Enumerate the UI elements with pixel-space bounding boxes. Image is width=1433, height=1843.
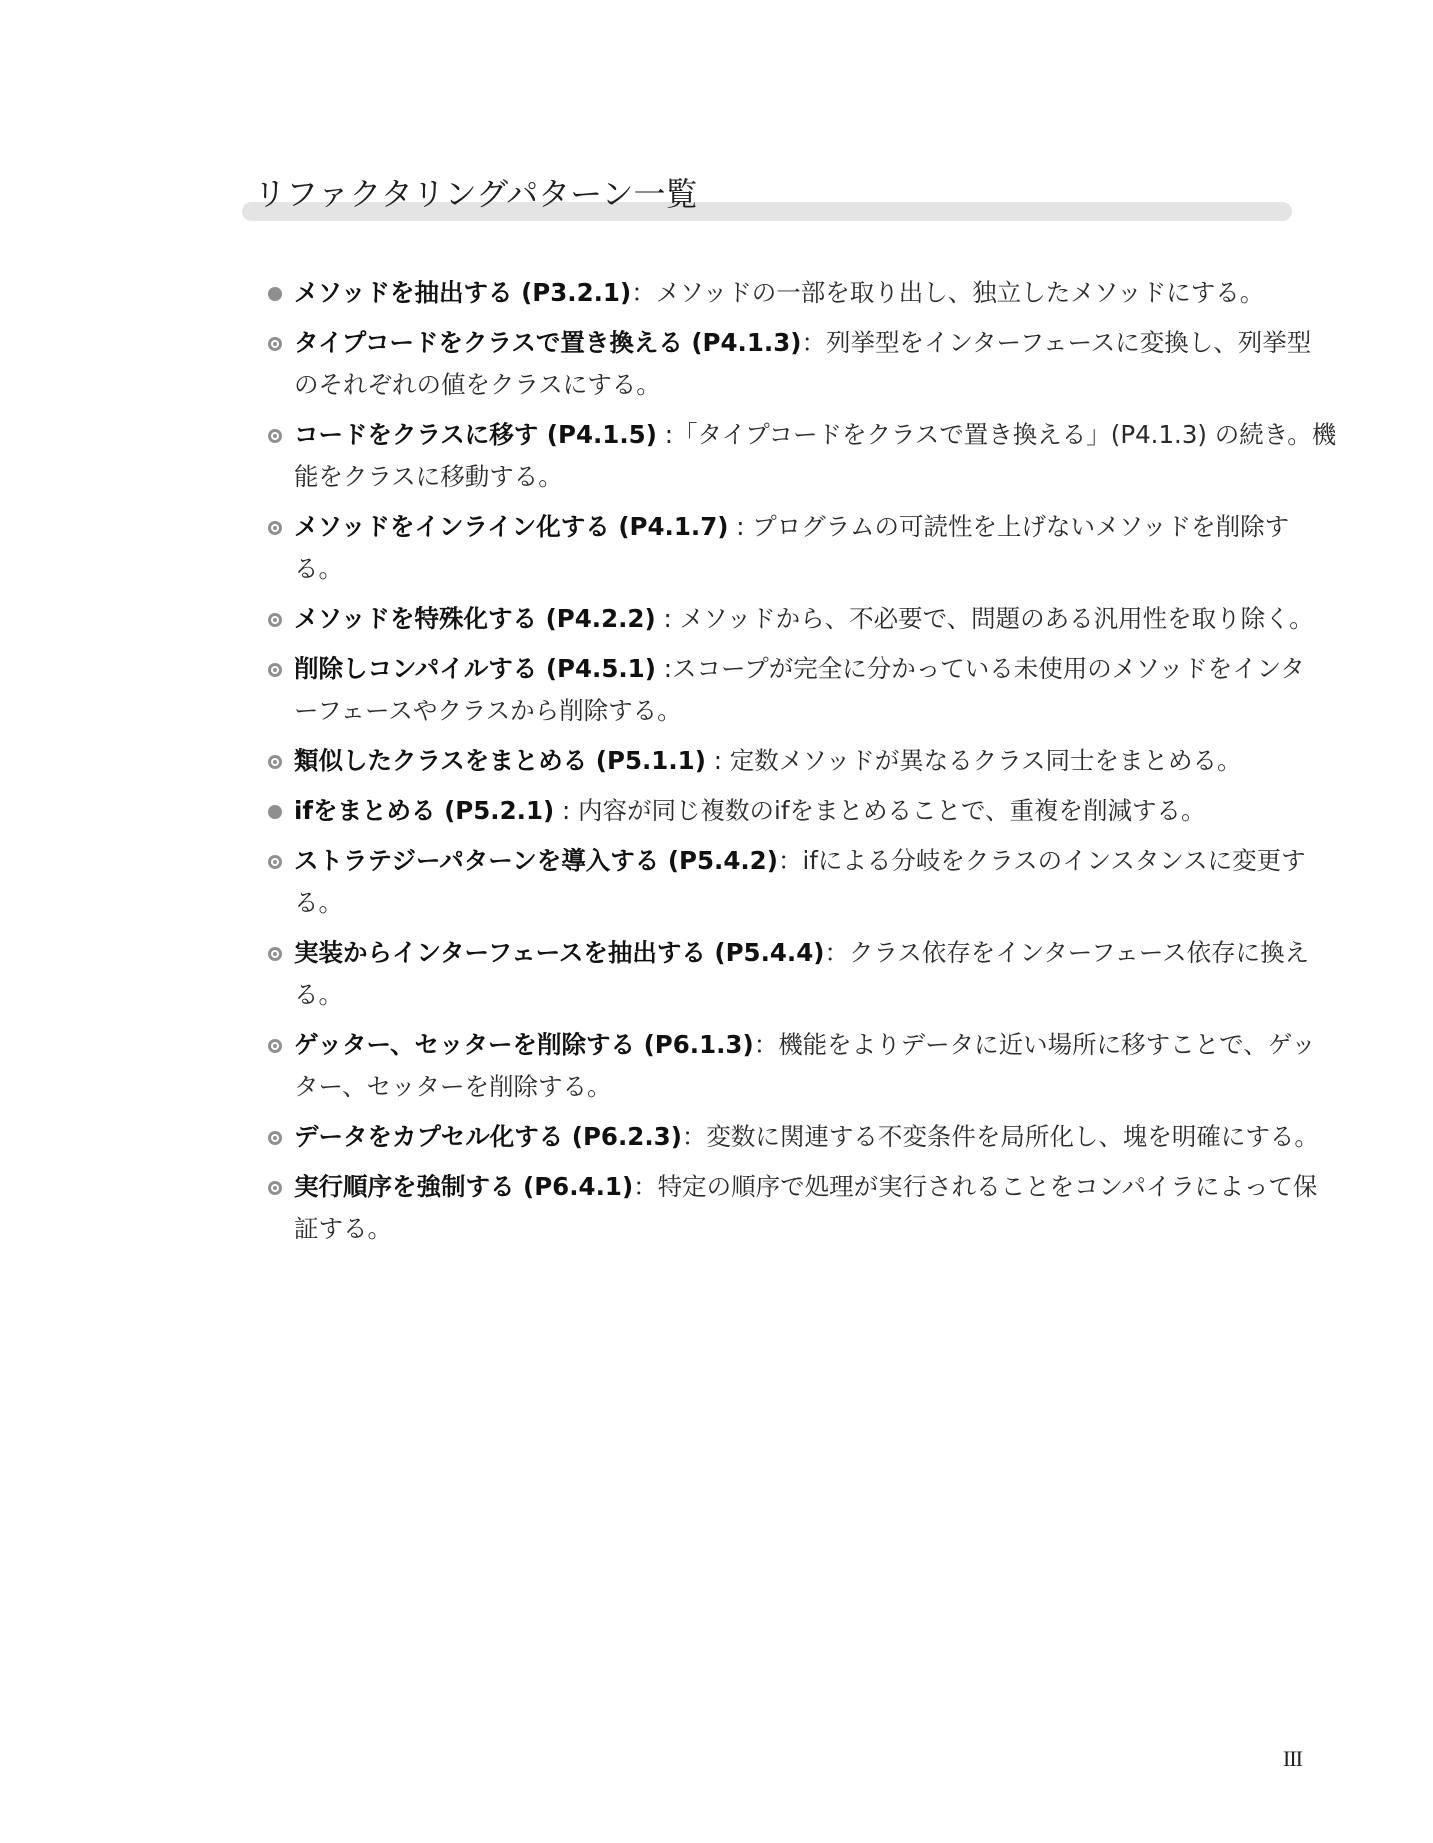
bullet-icon bbox=[268, 1181, 282, 1195]
refactoring-pattern-list bbox=[268, 272, 1337, 1258]
item-separator: : bbox=[656, 420, 673, 449]
list-item bbox=[268, 272, 1324, 314]
item-title: 実装からインターフェースを抽出する (P5.4.4) bbox=[294, 938, 825, 967]
item-separator: ： bbox=[753, 1030, 779, 1059]
item-title: タイプコードをクラスで置き換える (P4.1.3) bbox=[294, 328, 802, 357]
item-title: メソッドを特殊化する (P4.2.2) bbox=[294, 604, 656, 633]
bullet-icon bbox=[268, 613, 282, 627]
item-description: 内容が同じ複数のifをまとめることで、重複を削減する。 bbox=[578, 796, 1206, 825]
item-description: ifによる分岐をクラスのインスタンスに変更する。 bbox=[294, 846, 1306, 917]
list-item bbox=[268, 1024, 1324, 1108]
item-title: データをカプセル化する (P6.2.3) bbox=[294, 1122, 682, 1151]
list-item bbox=[268, 740, 1324, 782]
list-item bbox=[268, 1166, 1324, 1250]
item-title: コードをクラスに移す (P4.1.5) bbox=[294, 420, 657, 449]
item-separator: ： bbox=[633, 1172, 658, 1201]
page-title: リファクタリングパターン一覧 bbox=[254, 175, 698, 213]
item-description: メソッドの一部を取り出し、独立したメソッドにする。 bbox=[655, 278, 1265, 307]
list-item bbox=[268, 648, 1324, 732]
item-separator: : bbox=[705, 746, 730, 775]
item-description: スコープが完全に分かっている未使用のメソッドをインターフェースやクラスから削除する。 bbox=[294, 654, 1305, 725]
list-item bbox=[268, 414, 1354, 498]
item-separator: : bbox=[728, 512, 753, 541]
item-title: メソッドを抽出する (P3.2.1) bbox=[294, 278, 632, 307]
bullet-icon bbox=[268, 805, 282, 819]
list-item bbox=[268, 322, 1324, 406]
item-separator: ： bbox=[681, 1122, 707, 1151]
item-title: ストラテジーパターンを導入する (P5.4.2) bbox=[294, 846, 778, 875]
bullet-icon bbox=[268, 755, 282, 769]
list-item bbox=[268, 790, 1324, 832]
list-item bbox=[268, 932, 1324, 1016]
item-description: 変数に関連する不変条件を局所化し、塊を明確にする。 bbox=[706, 1122, 1319, 1151]
item-title: 削除しコンパイルする (P4.5.1) bbox=[294, 654, 656, 683]
item-description: メソッドから、不必要で、問題のある汎用性を取り除く。 bbox=[679, 604, 1314, 633]
bullet-icon bbox=[268, 663, 282, 677]
bullet-icon bbox=[268, 521, 282, 535]
item-separator: : bbox=[655, 654, 672, 683]
bullet-icon bbox=[268, 947, 282, 961]
item-description: 「タイプコードをクラスで置き換える」(P4.1.3) の続き。機能をクラスに移動する。 bbox=[294, 420, 1337, 491]
item-title: メソッドをインライン化する (P4.1.7) bbox=[294, 512, 729, 541]
item-separator: ： bbox=[631, 278, 656, 307]
item-description: クラス依存をインターフェース依存に換える。 bbox=[294, 938, 1310, 1009]
bullet-icon bbox=[268, 1039, 282, 1053]
bullet-icon bbox=[268, 855, 282, 869]
item-title: ifをまとめる (P5.2.1) bbox=[294, 796, 555, 825]
item-title: 実行順序を強制する (P6.4.1) bbox=[294, 1172, 634, 1201]
item-description: プログラムの可読性を上げないメソッドを削除する。 bbox=[294, 512, 1290, 583]
item-description: 特定の順序で処理が実行されることをコンパイラによって保証する。 bbox=[294, 1172, 1318, 1243]
item-title: ゲッター、セッターを削除する (P6.1.3) bbox=[294, 1030, 754, 1059]
section-heading-block bbox=[242, 174, 1292, 222]
list-item bbox=[268, 1116, 1324, 1158]
bullet-icon bbox=[268, 1131, 282, 1145]
item-description: 列挙型をインターフェースに変換し、列挙型のそれぞれの値をクラスにする。 bbox=[294, 328, 1312, 399]
bullet-icon bbox=[268, 337, 282, 351]
page-number: III bbox=[1283, 1746, 1302, 1771]
item-separator: : bbox=[554, 796, 579, 825]
list-item bbox=[268, 840, 1324, 924]
item-separator: ： bbox=[801, 328, 826, 357]
list-item bbox=[268, 598, 1324, 640]
bullet-icon bbox=[268, 287, 282, 301]
list-item bbox=[268, 506, 1324, 590]
item-description: 定数メソッドが異なるクラス同士をまとめる。 bbox=[729, 746, 1242, 775]
item-separator: ： bbox=[777, 846, 803, 875]
item-description: 機能をよりデータに近い場所に移すことで、ゲッター、セッターを削除する。 bbox=[294, 1030, 1316, 1101]
bullet-icon bbox=[268, 429, 282, 443]
item-separator: : bbox=[655, 604, 680, 633]
item-separator: ： bbox=[824, 938, 849, 967]
item-title: 類似したクラスをまとめる (P5.1.1) bbox=[294, 746, 706, 775]
